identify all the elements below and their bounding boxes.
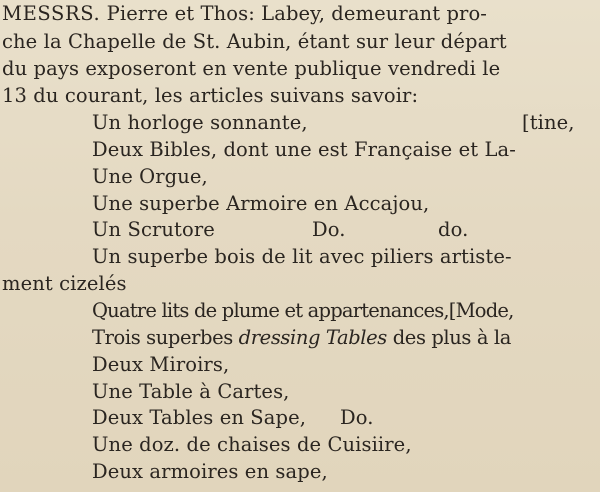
item-armoires-sape: Deux armoires en sape,: [92, 460, 328, 483]
intro-line-2: che la Chapelle de St. Aubin, étant sur leur départ: [2, 30, 507, 53]
intro-line-4: 13 du courant, les articles suivans savoir:: [2, 84, 419, 107]
item-armoire: Une superbe Armoire en Accajou,: [92, 192, 430, 215]
item-chaises: Une doz. de chaises de Cuisiire,: [92, 433, 412, 456]
item-horloge-note: [tine,: [522, 111, 575, 134]
item-scrutore-text: Un Scrutore: [92, 218, 215, 241]
item-bois-lit: Un superbe bois de lit avec piliers artiste-: [92, 245, 512, 268]
item-dressing-pre: Trois superbes: [92, 326, 233, 349]
item-miroirs: Deux Miroirs,: [92, 353, 230, 376]
item-lits: Quatre lits de plume et appartenances,[Mode,: [92, 299, 514, 322]
item-scrutore-do-1: Do.: [312, 218, 346, 241]
item-table-cartes: Une Table à Cartes,: [92, 380, 290, 403]
intro-line-1-rest: Pierre et Thos: Labey, demeurant pro-: [106, 2, 487, 25]
item-tables-sape-text: Deux Tables en Sape,: [92, 406, 307, 429]
item-scrutore-do-2: do.: [438, 218, 469, 241]
item-bibles: Deux Bibles, dont une est Française et La-: [92, 138, 516, 161]
item-dressing-post: des plus à la: [392, 326, 511, 349]
item-dressing-italic: dressing Tables: [238, 326, 387, 349]
intro-line-3: du pays exposeront en vente publique vendredi le: [2, 57, 501, 80]
item-tables-sape-do: Do.: [340, 406, 374, 429]
intro-line-1: [2, 2, 487, 26]
item-horloge-text: Un horloge sonnante,: [92, 111, 308, 134]
intro-caps-messrs: MESSRS.: [2, 2, 101, 25]
item-orgue: Une Orgue,: [92, 165, 208, 188]
item-bois-lit-continued: ment cizelés: [2, 272, 127, 295]
item-dressing: [92, 326, 511, 350]
